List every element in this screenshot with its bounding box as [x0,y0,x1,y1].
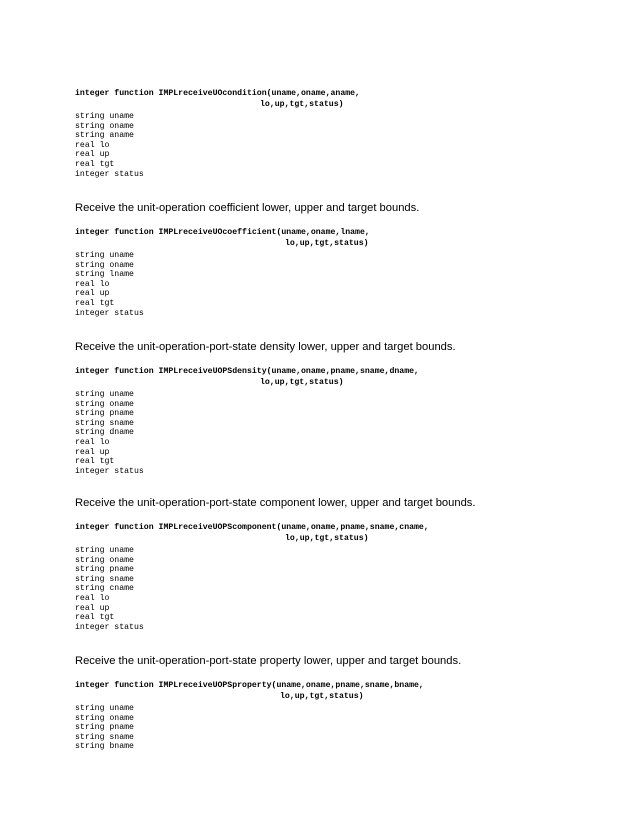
param-item: string pname [75,723,134,733]
signature-line-2: lo,up,tgt,status) [285,533,369,543]
param-item: string oname [75,555,134,565]
function-description: Receive the unit-operation-port-state property lower, upper and target bounds. [75,655,462,667]
param-item: string lname [75,270,134,280]
parameter-list [75,546,615,632]
function-signature [75,89,615,110]
param-item: string dname [75,428,134,438]
param-item: real lo [75,437,110,447]
param-item: string sname [75,418,134,428]
param-item: real tgt [75,457,115,467]
param-item: string oname [75,713,134,723]
param-item: string uname [75,704,134,713]
param-item: string bname [75,742,134,752]
param-item: string aname [75,131,134,141]
param-item: string oname [75,260,134,270]
param-item: integer status [75,622,144,632]
param-item: real up [75,603,110,613]
signature-line-2: lo,up,tgt,status) [280,691,364,701]
signature-line-1: integer function IMPLreceiveUOcondition(uname,oname,aname, [75,89,360,98]
param-item: real tgt [75,298,115,308]
param-item: string uname [75,251,134,260]
function-signature [75,681,615,702]
param-item: real up [75,447,110,457]
param-item: string pname [75,409,134,419]
param-item: string cname [75,584,134,594]
signature-line-1: integer function IMPLreceiveUOcoefficient(uname,oname,lname, [75,228,370,237]
param-item: string uname [75,112,134,121]
param-item: string sname [75,574,134,584]
signature-line-1: integer function IMPLreceiveUOPScomponent(uname,oname,pname,sname,cname, [75,523,429,532]
signature-line-2: lo,up,tgt,status) [260,99,344,109]
param-item: integer status [75,466,144,476]
param-item: string uname [75,390,134,399]
function-signature [75,228,615,249]
signature-line-1: integer function IMPLreceiveUOPSdensity(uname,oname,pname,sname,dname, [75,367,419,376]
signature-line-1: integer function IMPLreceiveUOPSproperty(uname,oname,pname,sname,bname, [75,681,424,690]
function-description: Receive the unit-operation coefficient lower, upper and target bounds. [75,202,420,214]
param-item: real up [75,150,110,160]
parameter-list [75,704,615,752]
parameter-list [75,112,615,179]
function-section-uocoefficient [75,201,615,318]
param-item: string uname [75,546,134,555]
signature-line-2: lo,up,tgt,status) [285,238,369,248]
function-description: Receive the unit-operation-port-state component lower, upper and target bounds. [75,497,476,509]
function-signature [75,367,615,388]
param-item: integer status [75,308,144,318]
param-item: string oname [75,121,134,131]
param-item: string pname [75,565,134,575]
function-description: Receive the unit-operation-port-state density lower, upper and target bounds. [75,341,456,353]
function-signature [75,523,615,544]
signature-line-2: lo,up,tgt,status) [260,377,344,387]
function-section-uopsproperty [75,654,615,752]
param-item: integer status [75,169,144,179]
parameter-list [75,251,615,318]
function-section-uopscomponent [75,496,615,632]
param-item: real tgt [75,613,115,623]
param-item: real lo [75,279,110,289]
parameter-list [75,390,615,476]
function-section-uocondition [75,89,615,179]
param-item: real up [75,289,110,299]
param-item: string sname [75,732,134,742]
param-item: real tgt [75,159,115,169]
param-item: string oname [75,399,134,409]
param-item: real lo [75,593,110,603]
param-item: real lo [75,140,110,150]
function-section-uopsdensity [75,340,615,476]
